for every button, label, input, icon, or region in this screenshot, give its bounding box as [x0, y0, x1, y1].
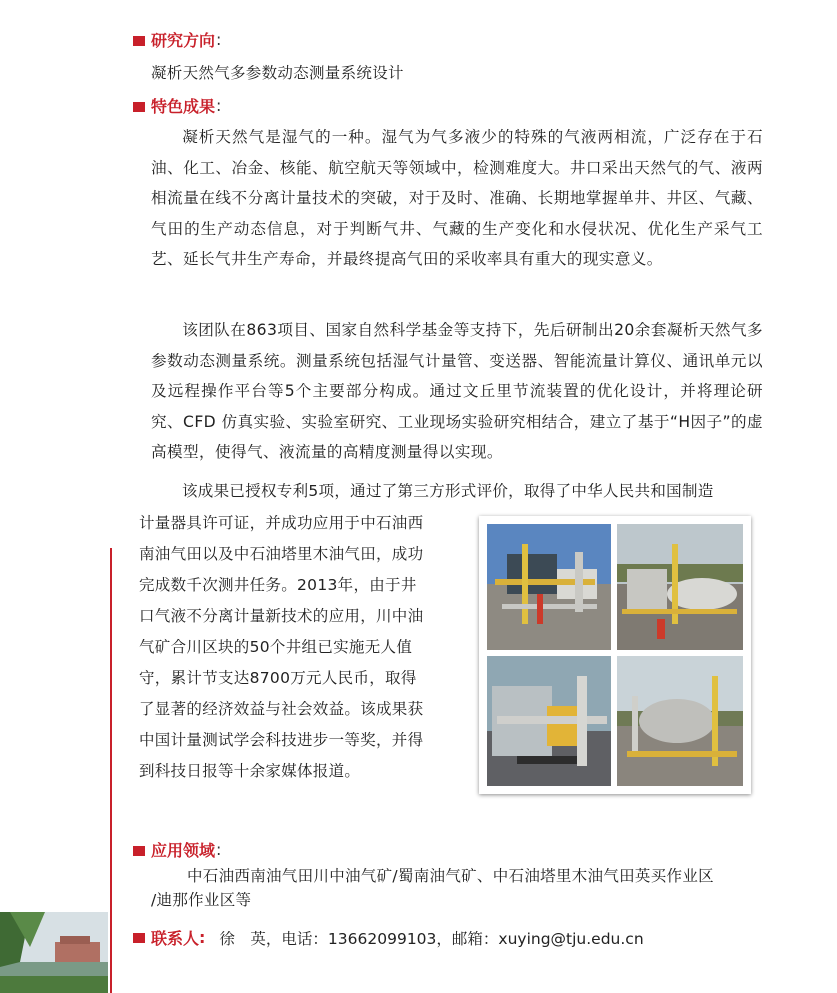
contact-details: 徐 英，电话：13662099103，邮箱：xuying@tju.edu.cn [219, 929, 644, 948]
results-paragraph-3-line: 南油气田以及中石油塔里木油气田，成功 [139, 545, 424, 563]
gas-metering-skid-photo [487, 524, 611, 650]
results-heading-text: 特色成果 [151, 97, 216, 116]
contact-label: 联系人 [151, 929, 200, 948]
equipment-photo-collage [479, 516, 751, 794]
horizontal-tank-photo [617, 656, 743, 786]
research-direction-text: 凝析天然气多参数动态测量系统设计 [151, 64, 404, 82]
results-paragraph-3-line: 计量器具许可证，并成功应用于中石油西 [139, 514, 424, 532]
campus-landscape-photo [0, 912, 108, 993]
pipeline-valve-photo [487, 656, 611, 786]
heading-bullet-icon [133, 846, 145, 856]
results-paragraph-3-line: 守，累计节支达8700万元人民币，取得 [139, 669, 417, 687]
results-paragraph-3-line: 气矿合川区块的50个井组已实施无人值 [139, 638, 413, 656]
application-field-heading [133, 838, 221, 861]
research-direction-heading [133, 28, 221, 51]
results-paragraph-3-line: 口气液不分离计量新技术的应用，川中油 [139, 607, 424, 625]
featured-results-heading [133, 94, 221, 117]
heading-bullet-icon [133, 933, 145, 943]
heading-bullet-icon [133, 102, 145, 112]
research-heading-text: 研究方向 [151, 31, 216, 50]
left-accent-rule [110, 548, 112, 993]
heading-bullet-icon [133, 36, 145, 46]
research-heading-colon: : [216, 30, 222, 49]
results-paragraph-1: 凝析天然气是湿气的一种。湿气为气多液少的特殊的气液两相流，广泛存在于石油、化工、冶金、核能、航空航天等领域中，检测难度大。井口采出天然气的气、液两相流量在线不分离计量技术的突破，对于及时、准确、长期地掌握单井、井区、气藏、气田的生产动态信息，对于判断气井、气藏的生产变化和水侵状况、优化生产采气工艺、延长气井生产寿命，并最终提高气田的采收率具有重大的现实意义。 [151, 128, 763, 269]
application-field-line-2: /迪那作业区等 [151, 891, 252, 909]
application-heading-colon: : [216, 840, 222, 859]
results-heading-colon: : [216, 96, 222, 115]
contact-line [133, 926, 644, 949]
contact-label-colon: : [199, 928, 206, 947]
results-paragraph-3-line: 完成数千次测井任务。2013年，由于井 [139, 576, 417, 594]
results-paragraph-3-first-line: 该成果已授权专利5项，通过了第三方形式评价，取得了中华人民共和国制造 [182, 482, 714, 500]
separator-vessel-photo [617, 524, 743, 650]
results-paragraph-3-line: 了显著的经济效益与社会效益。该成果获 [139, 700, 424, 718]
application-field-line-1: 中石油西南油气田川中油气矿/蜀南油气矿、中石油塔里木油气田英买作业区 [187, 867, 714, 885]
results-paragraph-2: 该团队在863项目、国家自然科学基金等支持下，先后研制出20余套凝析天然气多参数动态测量系统。测量系统包括湿气计量管、变送器、智能流量计算仪、通讯单元以及远程操作平台等5个主要部分构成。通过文丘里节流装置的优化设计，并将理论研究、CFD 仿真实验、实验室研究、工业现场实验研究相结合，建立了基于“H因子”的虚高模型，使得气、液流量的高精度测量得以实现。 [151, 321, 763, 462]
results-paragraph-3-line: 到科技日报等十余家媒体报道。 [139, 762, 361, 780]
results-paragraph-3-line: 中国计量测试学会科技进步一等奖，并得 [139, 731, 424, 749]
application-heading-text: 应用领域 [151, 841, 216, 860]
